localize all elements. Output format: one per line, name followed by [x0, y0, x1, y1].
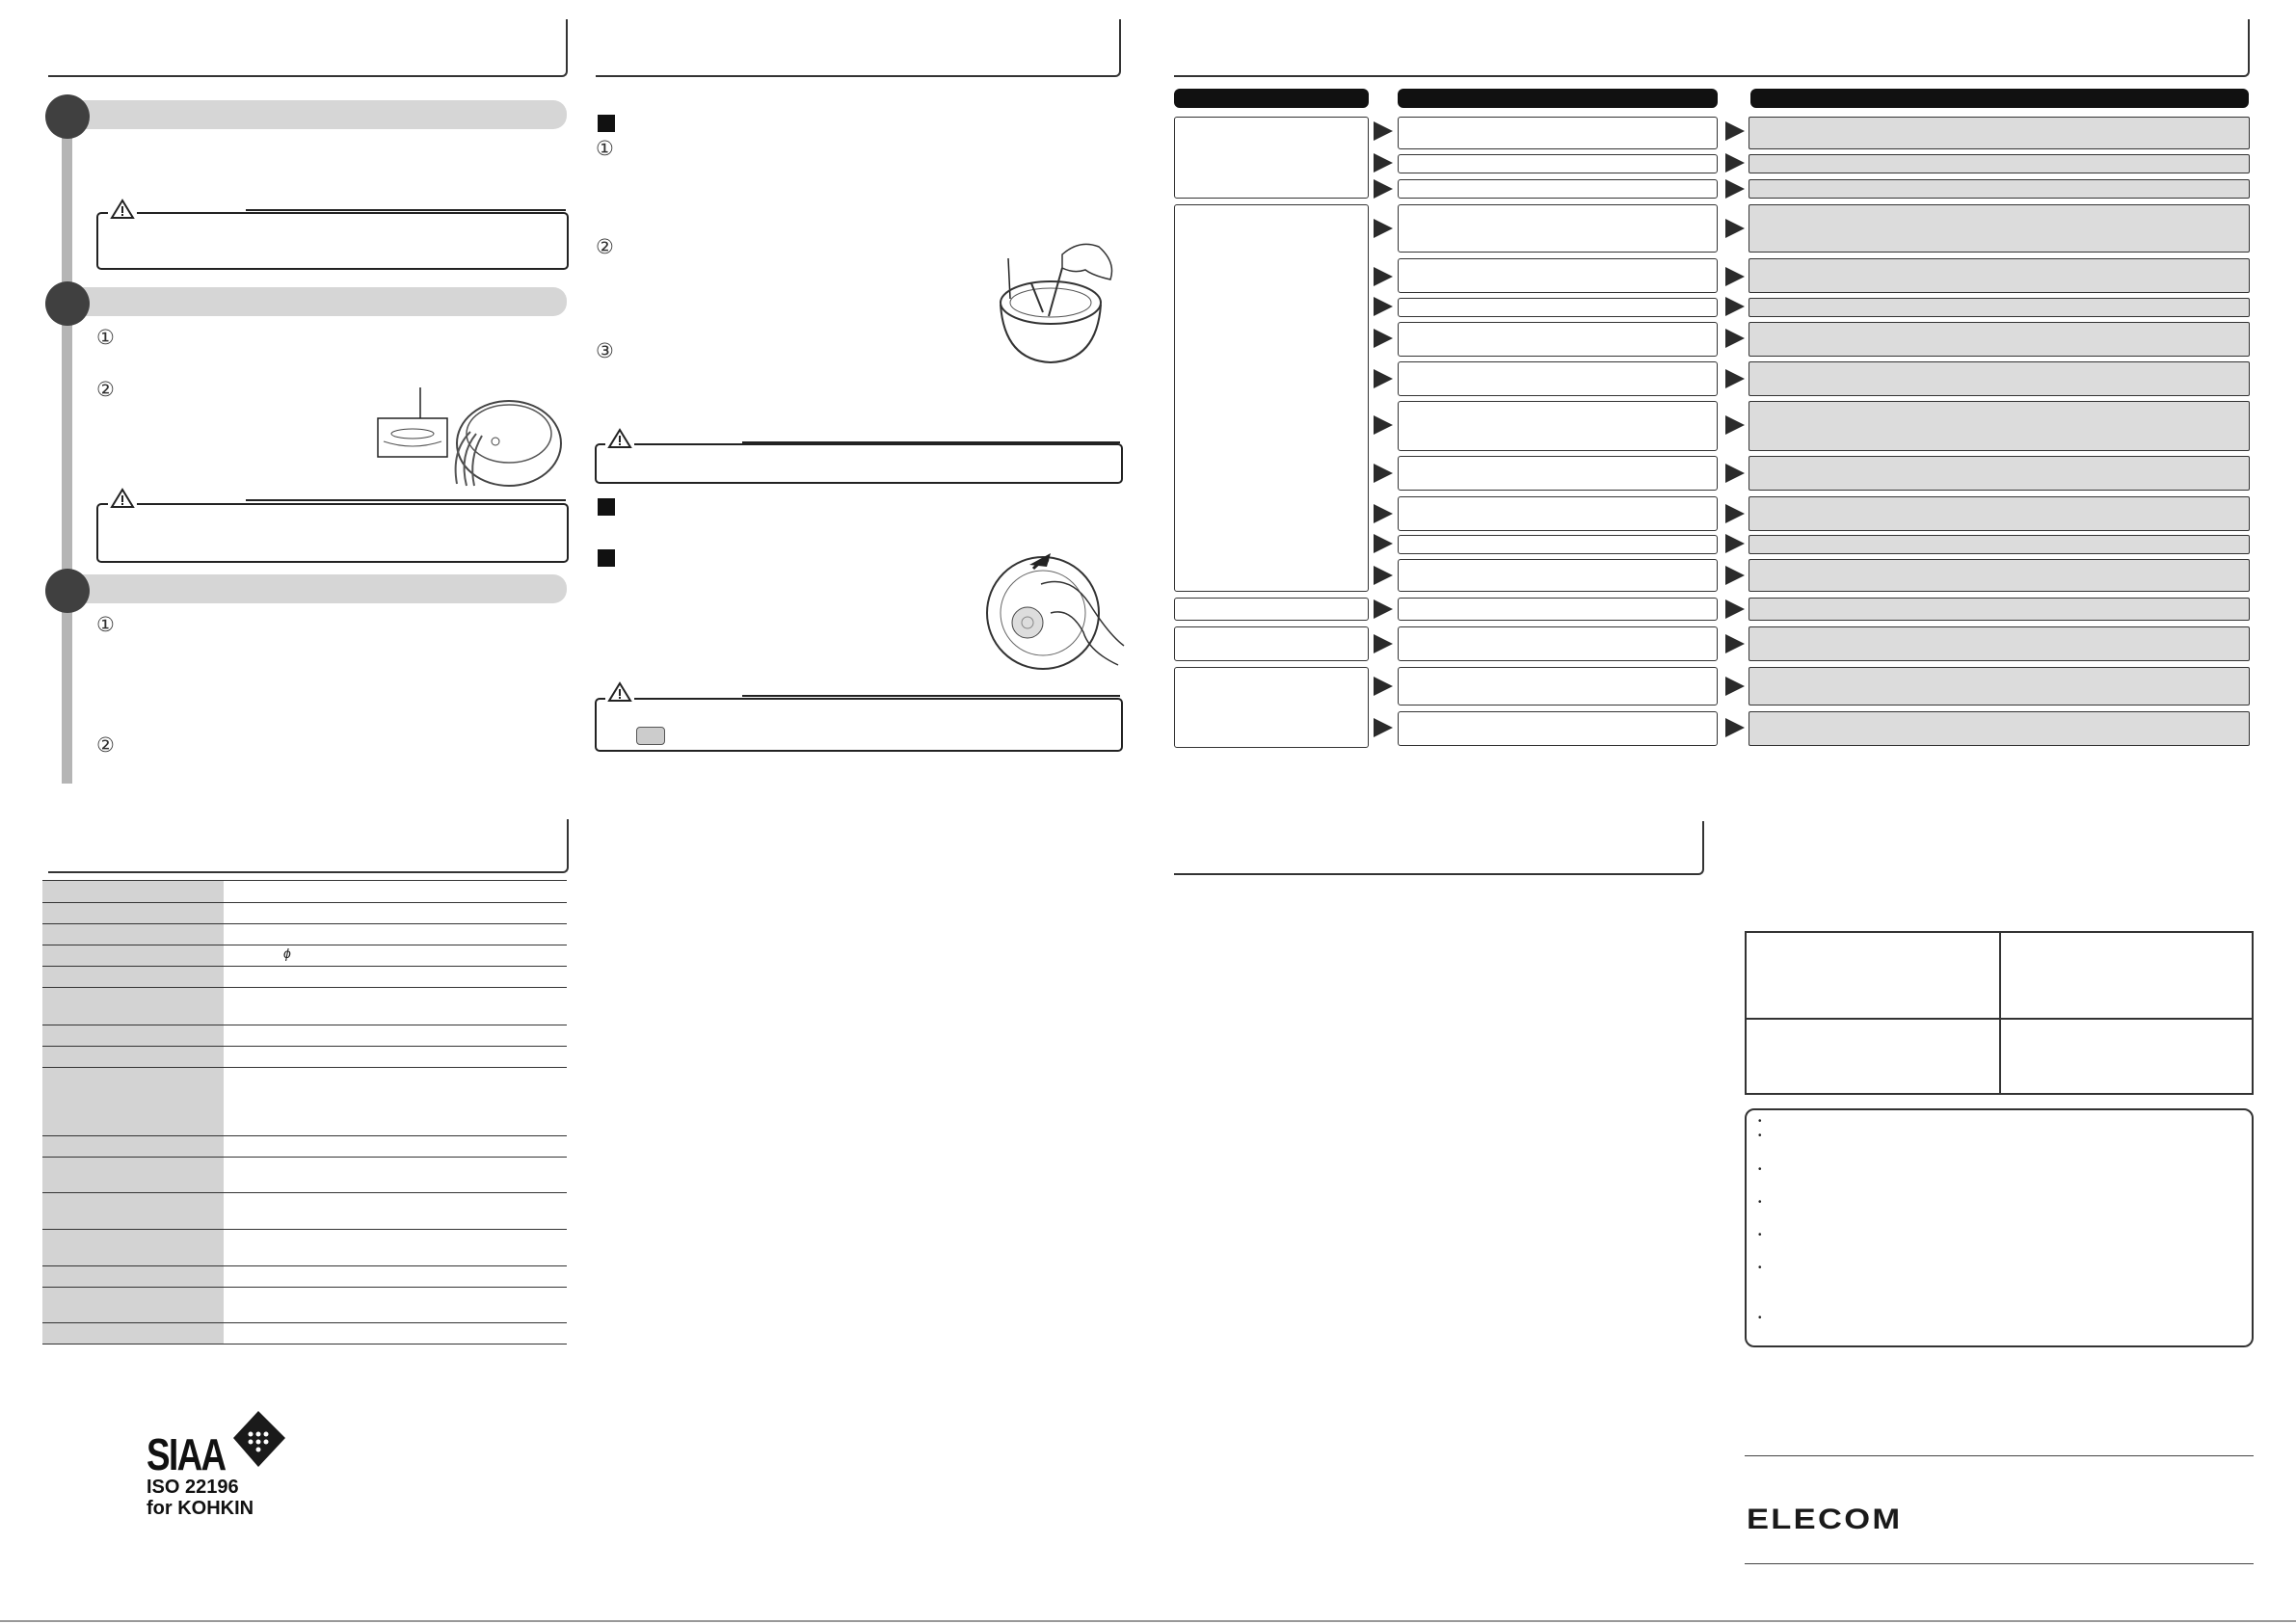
spec-label-cell [42, 924, 224, 945]
row-arrow [1374, 566, 1393, 585]
cause-cell [1398, 496, 1718, 531]
spec-row [42, 1025, 567, 1047]
row-arrow [1374, 179, 1393, 199]
step-3-sub-1-number: ① [96, 613, 115, 636]
row-arrow [1725, 121, 1745, 141]
care-item-2-square [598, 498, 615, 516]
caution-icon [108, 199, 137, 225]
row-arrow [1374, 219, 1393, 238]
row-arrow [1374, 634, 1393, 653]
spec-label-cell [42, 1193, 224, 1229]
notes-bullet: • [1758, 1131, 1762, 1141]
spec-label-cell [42, 1136, 224, 1157]
siaa-wordmark: SIAA [147, 1429, 226, 1479]
caution-box-2 [96, 503, 569, 563]
cause-cell [1398, 298, 1718, 317]
page-bottom-line [0, 1620, 2296, 1622]
ball-removal-illustration [974, 546, 1128, 685]
row-arrow [1374, 267, 1393, 286]
row-arrow [1374, 297, 1393, 316]
table-header-cause [1398, 89, 1718, 108]
step-1-circle [45, 94, 90, 139]
spec-row [42, 1068, 567, 1136]
spec-row [42, 924, 567, 945]
notes-bullet: • [1758, 1263, 1762, 1273]
solution-cell [1749, 456, 2250, 491]
caution-line-3 [742, 441, 1120, 443]
solution-cell [1749, 322, 2250, 357]
cause-cell [1398, 456, 1718, 491]
care-sub-1-number: ① [596, 137, 614, 160]
row-arrow [1374, 415, 1393, 435]
care-item-1-square [598, 115, 615, 132]
step-2-circle [45, 281, 90, 326]
row-arrow [1374, 677, 1393, 696]
inline-key-graphic [636, 727, 665, 745]
solution-cell [1749, 117, 2250, 149]
step-2-sub-2-number: ② [96, 378, 115, 401]
section-header-support [1174, 821, 1704, 875]
cause-cell [1398, 711, 1718, 746]
caution-line-1 [246, 209, 566, 211]
spec-label-cell [42, 881, 224, 902]
solution-cell [1749, 298, 2250, 317]
spec-label-cell [42, 1025, 224, 1046]
caution-box-3 [595, 443, 1123, 484]
elecom-logo: ELECOM [1747, 1504, 1903, 1535]
table-header-symptom [1174, 89, 1369, 108]
step-2-sub-1-number: ① [96, 326, 115, 349]
row-arrow [1725, 179, 1745, 199]
solution-cell [1749, 667, 2250, 706]
cause-cell [1398, 154, 1718, 173]
step-1-heading-bar [64, 100, 567, 129]
footer-rule-bottom [1745, 1563, 2254, 1564]
spec-label-cell [42, 903, 224, 923]
cause-cell [1398, 361, 1718, 396]
cause-cell [1398, 559, 1718, 592]
caution-icon [605, 428, 634, 454]
contact-grid-hdivider [1747, 1018, 2252, 1020]
cause-cell [1398, 598, 1718, 621]
table-header-solution [1750, 89, 2249, 108]
step-3-sub-2-number: ② [96, 733, 115, 757]
solution-cell [1749, 401, 2250, 451]
step-3-circle [45, 569, 90, 613]
row-arrow [1725, 329, 1745, 348]
symptom-cell-4 [1174, 626, 1369, 661]
notes-box [1745, 1108, 2254, 1347]
cause-cell [1398, 535, 1718, 554]
section-header-care [596, 19, 1121, 77]
cause-cell [1398, 117, 1718, 149]
siaa-logo [145, 1409, 299, 1525]
bowl-cable-illustration [374, 384, 567, 494]
cause-cell [1398, 258, 1718, 293]
row-arrow [1374, 329, 1393, 348]
cleaning-illustration [993, 235, 1128, 375]
row-arrow [1374, 464, 1393, 483]
spec-row [42, 1136, 567, 1158]
caution-line-4 [742, 695, 1120, 697]
care-sub-3-number: ③ [596, 339, 614, 362]
contact-grid [1745, 931, 2254, 1095]
spec-row [42, 1193, 567, 1230]
care-sub-2-number: ② [596, 235, 614, 258]
notes-bullet: • [1758, 1313, 1762, 1323]
row-arrow [1725, 718, 1745, 737]
caution-line-2 [246, 499, 566, 501]
row-arrow [1725, 153, 1745, 173]
solution-cell [1749, 711, 2250, 746]
spec-row [42, 1230, 567, 1266]
row-arrow [1374, 534, 1393, 553]
row-arrow [1725, 534, 1745, 553]
spec-label-cell [42, 1068, 224, 1135]
siaa-kohkin: for KOHKIN [147, 1498, 254, 1519]
solution-cell [1749, 535, 2250, 554]
step-3-heading-bar [64, 574, 567, 603]
spec-label-cell [42, 967, 224, 987]
spec-row [42, 988, 567, 1025]
cause-cell [1398, 401, 1718, 451]
symptom-cell-3 [1174, 598, 1369, 621]
cause-cell [1398, 204, 1718, 253]
spec-row [42, 1158, 567, 1193]
spec-row [42, 881, 567, 903]
footer-rule-top [1745, 1455, 2254, 1456]
spec-label-cell [42, 945, 224, 966]
solution-cell [1749, 626, 2250, 661]
cause-cell [1398, 626, 1718, 661]
spec-row [42, 1288, 567, 1323]
spec-label-cell [42, 1230, 224, 1265]
row-arrow [1725, 369, 1745, 388]
symptom-cell-5 [1174, 667, 1369, 748]
solution-cell [1749, 559, 2250, 592]
contact-grid-vdivider [1999, 933, 2001, 1093]
row-arrow [1374, 153, 1393, 173]
row-arrow [1725, 297, 1745, 316]
spec-label-cell [42, 1047, 224, 1067]
notes-bullet: • [1758, 1116, 1762, 1127]
solution-cell [1749, 598, 2250, 621]
row-arrow [1725, 267, 1745, 286]
solution-cell [1749, 258, 2250, 293]
symptom-cell-1 [1174, 117, 1369, 199]
row-arrow [1374, 504, 1393, 523]
row-arrow [1725, 599, 1745, 619]
cause-cell [1398, 322, 1718, 357]
row-arrow [1725, 464, 1745, 483]
row-arrow [1725, 504, 1745, 523]
solution-cell [1749, 204, 2250, 253]
caution-icon [605, 681, 634, 707]
section-header-setup [48, 19, 568, 77]
row-arrow [1374, 599, 1393, 619]
caution-box-4 [595, 698, 1123, 752]
diameter-symbol: ϕ [283, 945, 291, 961]
care-item-3-square [598, 549, 615, 567]
cause-cell [1398, 667, 1718, 706]
notes-bullet: • [1758, 1164, 1762, 1175]
spec-label-cell [42, 1323, 224, 1344]
row-arrow [1374, 718, 1393, 737]
section-header-specifications [48, 819, 569, 873]
spec-label-cell [42, 1288, 224, 1322]
row-arrow [1725, 415, 1745, 435]
caution-icon [108, 488, 137, 514]
spec-label-cell [42, 988, 224, 1025]
row-arrow [1725, 219, 1745, 238]
row-arrow [1374, 121, 1393, 141]
steps-vertical-line [62, 106, 72, 784]
section-header-troubleshooting [1174, 19, 2250, 77]
solution-cell [1749, 496, 2250, 531]
spec-row [42, 1047, 567, 1068]
spec-label-cell [42, 1158, 224, 1192]
step-2-heading-bar [64, 287, 567, 316]
spec-row [42, 903, 567, 924]
caution-box-1 [96, 212, 569, 270]
spec-row [42, 967, 567, 988]
row-arrow [1725, 566, 1745, 585]
notes-bullet: • [1758, 1197, 1762, 1208]
spec-row [42, 1266, 567, 1288]
cause-cell [1398, 179, 1718, 199]
row-arrow [1725, 634, 1745, 653]
spec-row [42, 945, 567, 967]
siaa-mark-icon [229, 1409, 287, 1477]
row-arrow [1374, 369, 1393, 388]
solution-cell [1749, 179, 2250, 199]
symptom-cell-2 [1174, 204, 1369, 592]
row-arrow [1725, 677, 1745, 696]
spec-label-cell [42, 1266, 224, 1287]
notes-bullet: • [1758, 1230, 1762, 1240]
siaa-standard: ISO 22196 [147, 1477, 239, 1498]
solution-cell [1749, 154, 2250, 173]
solution-cell [1749, 361, 2250, 396]
spec-row [42, 1323, 567, 1344]
